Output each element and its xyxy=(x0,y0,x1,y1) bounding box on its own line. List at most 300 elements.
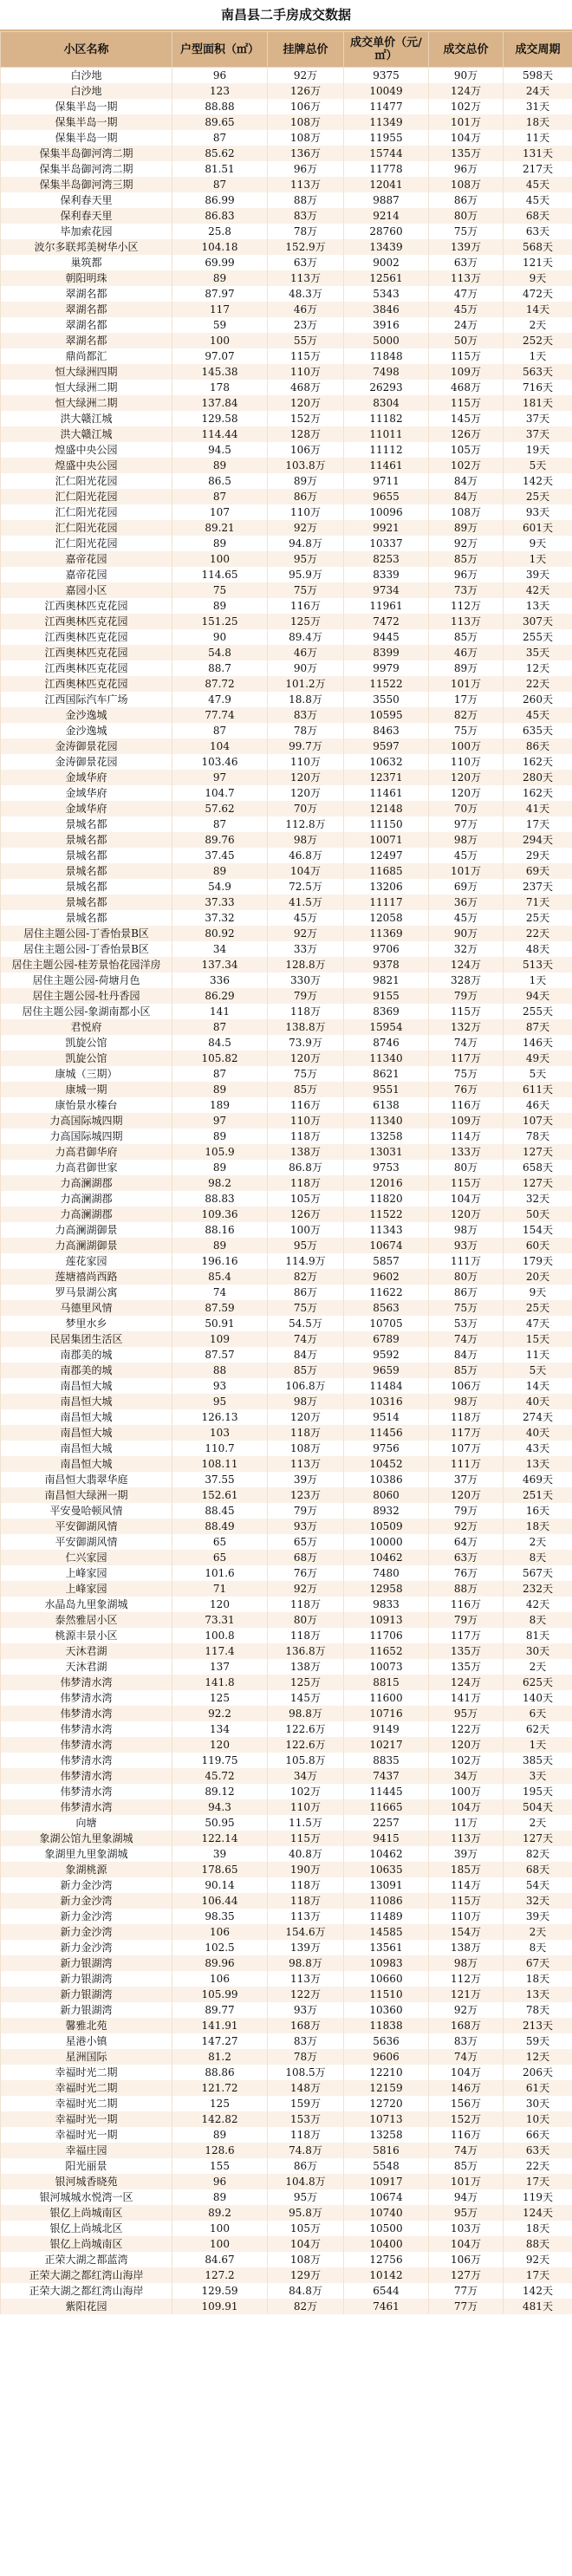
deal-price-cell: 32万 xyxy=(429,941,504,957)
listing-price-cell: 68万 xyxy=(268,1550,344,1565)
unit-area-cell: 89 xyxy=(172,536,268,551)
unit-area-cell: 98.35 xyxy=(172,1909,268,1924)
deal-cycle-cell: 82天 xyxy=(504,1846,572,1862)
deal-price-cell: 69万 xyxy=(429,879,504,894)
unit-price-cell: 10337 xyxy=(344,536,429,551)
deal-cycle-cell: 504天 xyxy=(504,1799,572,1815)
deal-price-cell: 101万 xyxy=(429,676,504,692)
table-row xyxy=(1,707,572,723)
table-row xyxy=(1,567,572,582)
deal-price-cell: 141万 xyxy=(429,1690,504,1706)
deal-cycle-cell: 107天 xyxy=(504,1113,572,1129)
unit-area-cell: 88.88 xyxy=(172,99,268,114)
deal-cycle-cell: 127天 xyxy=(504,1144,572,1160)
table-row xyxy=(1,1534,572,1550)
deal-cycle-cell: 469天 xyxy=(504,1472,572,1487)
listing-price-cell: 145万 xyxy=(268,1690,344,1706)
deal-cycle-cell: 294天 xyxy=(504,832,572,848)
deal-cycle-cell: 68天 xyxy=(504,208,572,224)
unit-area-cell: 155 xyxy=(172,2158,268,2174)
unit-area-cell: 151.25 xyxy=(172,614,268,629)
table-row xyxy=(1,1129,572,1144)
deal-price-cell: 124万 xyxy=(429,1675,504,1690)
listing-price-cell: 115万 xyxy=(268,1831,344,1846)
deal-cycle-cell: 8天 xyxy=(504,1940,572,1955)
listing-price-cell: 122万 xyxy=(268,1987,344,2002)
unit-price-cell: 9375 xyxy=(344,68,429,84)
deal-cycle-cell: 142天 xyxy=(504,473,572,489)
table-row xyxy=(1,723,572,738)
community-name-cell: 金域华府 xyxy=(1,785,172,801)
listing-price-cell: 63万 xyxy=(268,255,344,270)
listing-price-cell: 110万 xyxy=(268,364,344,380)
deal-cycle-cell: 86天 xyxy=(504,738,572,754)
deal-price-cell: 105万 xyxy=(429,442,504,458)
deal-price-cell: 63万 xyxy=(429,1550,504,1565)
table-row xyxy=(1,1550,572,1565)
unit-price-cell: 10660 xyxy=(344,1971,429,1987)
deal-cycle-cell: 658天 xyxy=(504,1160,572,1175)
unit-area-cell: 89.65 xyxy=(172,114,268,130)
deal-price-cell: 102万 xyxy=(429,99,504,114)
unit-price-cell: 10983 xyxy=(344,1955,429,1971)
deal-cycle-cell: 47天 xyxy=(504,1316,572,1331)
table-row xyxy=(1,1643,572,1659)
deal-cycle-cell: 14天 xyxy=(504,302,572,317)
community-name-cell: 洪大赣江城 xyxy=(1,426,172,442)
deal-price-cell: 104万 xyxy=(429,130,504,146)
unit-area-cell: 110.7 xyxy=(172,1441,268,1456)
table-row xyxy=(1,629,572,645)
community-name-cell: 翠湖名都 xyxy=(1,333,172,348)
unit-area-cell: 74 xyxy=(172,1285,268,1300)
unit-area-cell: 87 xyxy=(172,130,268,146)
community-name-cell: 君悦府 xyxy=(1,1019,172,1035)
listing-price-cell: 116万 xyxy=(268,598,344,614)
community-name-cell: 伟梦清水湾 xyxy=(1,1768,172,1784)
table-row xyxy=(1,582,572,598)
unit-area-cell: 89 xyxy=(172,458,268,473)
deal-price-cell: 117万 xyxy=(429,1425,504,1441)
community-name-cell: 桃源丰景小区 xyxy=(1,1628,172,1643)
community-name-cell: 莲塘禧尚西路 xyxy=(1,1269,172,1285)
deal-price-cell: 116万 xyxy=(429,1597,504,1612)
unit-price-cell: 7461 xyxy=(344,2299,429,2314)
unit-price-cell: 7498 xyxy=(344,364,429,380)
unit-area-cell: 88 xyxy=(172,1363,268,1378)
listing-price-cell: 105万 xyxy=(268,2221,344,2236)
table-row xyxy=(1,785,572,801)
unit-area-cell: 89.96 xyxy=(172,1955,268,1971)
deal-cycle-cell: 237天 xyxy=(504,879,572,894)
unit-price-cell: 11510 xyxy=(344,1987,429,2002)
deal-price-cell: 76万 xyxy=(429,1565,504,1581)
listing-price-cell: 104.8万 xyxy=(268,2174,344,2189)
listing-price-cell: 99.7万 xyxy=(268,738,344,754)
unit-area-cell: 189 xyxy=(172,1097,268,1113)
unit-area-cell: 119.75 xyxy=(172,1753,268,1768)
listing-price-cell: 138.8万 xyxy=(268,1019,344,1035)
deal-price-cell: 92万 xyxy=(429,536,504,551)
deal-cycle-cell: 46天 xyxy=(504,1097,572,1113)
unit-area-cell: 100 xyxy=(172,551,268,567)
table-row xyxy=(1,2283,572,2299)
listing-price-cell: 76万 xyxy=(268,1565,344,1581)
deal-price-cell: 102万 xyxy=(429,458,504,473)
listing-price-cell: 101.2万 xyxy=(268,676,344,692)
deal-cycle-cell: 1天 xyxy=(504,551,572,567)
table-row xyxy=(1,1175,572,1191)
community-name-cell: 伟梦清水湾 xyxy=(1,1690,172,1706)
community-name-cell: 力高澜湖御景 xyxy=(1,1222,172,1238)
table-row xyxy=(1,302,572,317)
header-row xyxy=(1,32,572,68)
deal-price-cell: 107万 xyxy=(429,1441,504,1456)
unit-price-cell: 3846 xyxy=(344,302,429,317)
community-name-cell: 江西国际汽车广场 xyxy=(1,692,172,707)
listing-price-cell: 118万 xyxy=(268,1175,344,1191)
deal-price-cell: 113万 xyxy=(429,270,504,286)
table-row xyxy=(1,536,572,551)
unit-area-cell: 89 xyxy=(172,2127,268,2143)
unit-price-cell: 11961 xyxy=(344,598,429,614)
table-row xyxy=(1,2221,572,2236)
unit-area-cell: 54.9 xyxy=(172,879,268,894)
table-row xyxy=(1,83,572,99)
deal-price-cell: 94万 xyxy=(429,2189,504,2205)
unit-price-cell: 10142 xyxy=(344,2267,429,2283)
listing-price-cell: 110万 xyxy=(268,504,344,520)
deal-cycle-cell: 6天 xyxy=(504,1706,572,1721)
unit-area-cell: 128.6 xyxy=(172,2143,268,2158)
listing-price-cell: 120万 xyxy=(268,1409,344,1425)
table-row xyxy=(1,286,572,302)
deal-cycle-cell: 385天 xyxy=(504,1753,572,1768)
deal-cycle-cell: 131天 xyxy=(504,146,572,161)
community-name-cell: 金涛御景花园 xyxy=(1,738,172,754)
deal-cycle-cell: 12天 xyxy=(504,660,572,676)
unit-area-cell: 89 xyxy=(172,863,268,879)
community-name-cell: 江西奥林匹克花园 xyxy=(1,614,172,629)
deal-cycle-cell: 260天 xyxy=(504,692,572,707)
listing-price-cell: 104万 xyxy=(268,2236,344,2252)
deal-price-cell: 120万 xyxy=(429,785,504,801)
listing-price-cell: 108万 xyxy=(268,114,344,130)
listing-price-cell: 108万 xyxy=(268,130,344,146)
unit-price-cell: 9887 xyxy=(344,192,429,208)
table-row xyxy=(1,99,572,114)
deal-cycle-cell: 17天 xyxy=(504,2174,572,2189)
listing-price-cell: 78万 xyxy=(268,2049,344,2065)
unit-price-cell: 11838 xyxy=(344,2018,429,2033)
listing-price-cell: 113万 xyxy=(268,1909,344,1924)
deal-price-cell: 135万 xyxy=(429,1643,504,1659)
unit-area-cell: 100.8 xyxy=(172,1628,268,1643)
deal-cycle-cell: 274天 xyxy=(504,1409,572,1425)
deal-cycle-cell: 22天 xyxy=(504,926,572,941)
unit-price-cell: 9597 xyxy=(344,738,429,754)
deal-price-cell: 98万 xyxy=(429,1955,504,1971)
unit-price-cell: 7480 xyxy=(344,1565,429,1581)
deal-price-cell: 115万 xyxy=(429,348,504,364)
unit-price-cell: 9659 xyxy=(344,1363,429,1378)
unit-price-cell: 11522 xyxy=(344,1207,429,1222)
unit-area-cell: 98.2 xyxy=(172,1175,268,1191)
table-row xyxy=(1,1160,572,1175)
unit-area-cell: 96 xyxy=(172,68,268,84)
unit-price-cell: 8746 xyxy=(344,1035,429,1051)
unit-price-cell: 15744 xyxy=(344,146,429,161)
deal-cycle-cell: 140天 xyxy=(504,1690,572,1706)
header-deal-price: 成交总价 xyxy=(429,32,504,68)
deal-price-cell: 73万 xyxy=(429,582,504,598)
deal-cycle-cell: 17天 xyxy=(504,2267,572,2283)
deal-price-cell: 34万 xyxy=(429,1768,504,1784)
unit-price-cell: 11369 xyxy=(344,926,429,941)
deal-cycle-cell: 37天 xyxy=(504,426,572,442)
unit-price-cell: 9149 xyxy=(344,1721,429,1737)
community-name-cell: 南昌恒大城 xyxy=(1,1425,172,1441)
deal-cycle-cell: 162天 xyxy=(504,785,572,801)
table-row xyxy=(1,1924,572,1940)
unit-price-cell: 13031 xyxy=(344,1144,429,1160)
listing-price-cell: 46万 xyxy=(268,302,344,317)
deal-price-cell: 104万 xyxy=(429,2065,504,2080)
deal-cycle-cell: 716天 xyxy=(504,380,572,395)
unit-area-cell: 85.62 xyxy=(172,146,268,161)
table-row xyxy=(1,224,572,239)
table-row xyxy=(1,1612,572,1628)
deal-price-cell: 111万 xyxy=(429,1253,504,1269)
deal-price-cell: 116万 xyxy=(429,1097,504,1113)
unit-price-cell: 12210 xyxy=(344,2065,429,2080)
deal-cycle-cell: 252天 xyxy=(504,333,572,348)
listing-price-cell: 116万 xyxy=(268,1097,344,1113)
community-name-cell: 保利春天里 xyxy=(1,208,172,224)
unit-area-cell: 93 xyxy=(172,1378,268,1394)
deal-price-cell: 115万 xyxy=(429,1004,504,1019)
listing-price-cell: 90万 xyxy=(268,660,344,676)
deal-price-cell: 79万 xyxy=(429,1503,504,1519)
deal-price-cell: 110万 xyxy=(429,1909,504,1924)
community-name-cell: 汇仁阳光花园 xyxy=(1,504,172,520)
table-row xyxy=(1,801,572,816)
deal-cycle-cell: 513天 xyxy=(504,957,572,973)
table-row xyxy=(1,1659,572,1675)
community-name-cell: 保集半岛一期 xyxy=(1,114,172,130)
community-name-cell: 南昌恒大城 xyxy=(1,1409,172,1425)
deal-cycle-cell: 13天 xyxy=(504,1987,572,2002)
listing-price-cell: 123万 xyxy=(268,1487,344,1503)
unit-price-cell: 13439 xyxy=(344,239,429,255)
table-row xyxy=(1,1066,572,1082)
table-row xyxy=(1,1893,572,1909)
deal-cycle-cell: 2天 xyxy=(504,1815,572,1831)
deal-cycle-cell: 32天 xyxy=(504,1191,572,1207)
deal-price-cell: 70万 xyxy=(429,801,504,816)
deal-cycle-cell: 568天 xyxy=(504,239,572,255)
listing-price-cell: 106.8万 xyxy=(268,1378,344,1394)
unit-area-cell: 106 xyxy=(172,1924,268,1940)
deal-cycle-cell: 15天 xyxy=(504,1331,572,1347)
deal-cycle-cell: 32天 xyxy=(504,1893,572,1909)
unit-price-cell: 12159 xyxy=(344,2080,429,2096)
table-row xyxy=(1,1753,572,1768)
unit-area-cell: 95 xyxy=(172,1394,268,1409)
unit-area-cell: 121.72 xyxy=(172,2080,268,2096)
unit-price-cell: 11685 xyxy=(344,863,429,879)
unit-area-cell: 37.33 xyxy=(172,894,268,910)
deal-cycle-cell: 1天 xyxy=(504,1737,572,1753)
table-row xyxy=(1,1316,572,1331)
deal-cycle-cell: 42天 xyxy=(504,1597,572,1612)
transaction-table xyxy=(0,31,572,2314)
deal-cycle-cell: 142天 xyxy=(504,2283,572,2299)
deal-price-cell: 100万 xyxy=(429,738,504,754)
unit-area-cell: 77.74 xyxy=(172,707,268,723)
unit-price-cell: 13561 xyxy=(344,1940,429,1955)
deal-cycle-cell: 45天 xyxy=(504,177,572,192)
deal-price-cell: 17万 xyxy=(429,692,504,707)
unit-area-cell: 87 xyxy=(172,1019,268,1035)
unit-price-cell: 10000 xyxy=(344,1534,429,1550)
deal-price-cell: 468万 xyxy=(429,380,504,395)
unit-price-cell: 10360 xyxy=(344,2002,429,2018)
unit-area-cell: 88.45 xyxy=(172,1503,268,1519)
deal-price-cell: 111万 xyxy=(429,1456,504,1472)
unit-area-cell: 134 xyxy=(172,1721,268,1737)
table-row xyxy=(1,520,572,536)
table-row xyxy=(1,926,572,941)
deal-price-cell: 98万 xyxy=(429,1394,504,1409)
listing-price-cell: 118万 xyxy=(268,1425,344,1441)
table-row xyxy=(1,1846,572,1862)
unit-price-cell: 28760 xyxy=(344,224,429,239)
deal-cycle-cell: 59天 xyxy=(504,2033,572,2049)
deal-price-cell: 156万 xyxy=(429,2096,504,2111)
deal-price-cell: 11万 xyxy=(429,1815,504,1831)
deal-price-cell: 124万 xyxy=(429,83,504,99)
unit-price-cell: 11778 xyxy=(344,161,429,177)
unit-price-cell: 9445 xyxy=(344,629,429,645)
unit-area-cell: 141 xyxy=(172,1004,268,1019)
deal-price-cell: 82万 xyxy=(429,707,504,723)
community-name-cell: 凯旋公馆 xyxy=(1,1035,172,1051)
unit-area-cell: 125 xyxy=(172,1690,268,1706)
listing-price-cell: 83万 xyxy=(268,707,344,723)
unit-price-cell: 9551 xyxy=(344,1082,429,1097)
unit-price-cell: 9734 xyxy=(344,582,429,598)
listing-price-cell: 89.4万 xyxy=(268,629,344,645)
community-name-cell: 洪大赣江城 xyxy=(1,411,172,426)
deal-cycle-cell: 567天 xyxy=(504,1565,572,1581)
community-name-cell: 力高君御华府 xyxy=(1,1144,172,1160)
unit-price-cell: 8932 xyxy=(344,1503,429,1519)
deal-price-cell: 74万 xyxy=(429,2049,504,2065)
deal-cycle-cell: 2天 xyxy=(504,1659,572,1675)
table-row xyxy=(1,2236,572,2252)
deal-price-cell: 76万 xyxy=(429,1082,504,1097)
deal-cycle-cell: 121天 xyxy=(504,255,572,270)
deal-cycle-cell: 127天 xyxy=(504,1831,572,1846)
community-name-cell: 江西奥林匹克花园 xyxy=(1,645,172,660)
listing-price-cell: 70万 xyxy=(268,801,344,816)
deal-price-cell: 80万 xyxy=(429,208,504,224)
deal-price-cell: 185万 xyxy=(429,1862,504,1877)
unit-price-cell: 11343 xyxy=(344,1222,429,1238)
table-row xyxy=(1,614,572,629)
table-row xyxy=(1,1331,572,1347)
community-name-cell: 康城一期 xyxy=(1,1082,172,1097)
community-name-cell: 伟梦清水湾 xyxy=(1,1721,172,1737)
unit-price-cell: 10705 xyxy=(344,1316,429,1331)
listing-price-cell: 96万 xyxy=(268,161,344,177)
unit-price-cell: 13206 xyxy=(344,879,429,894)
listing-price-cell: 75万 xyxy=(268,582,344,598)
table-row xyxy=(1,863,572,879)
listing-price-cell: 11.5万 xyxy=(268,1815,344,1831)
deal-price-cell: 118万 xyxy=(429,1409,504,1425)
table-row xyxy=(1,645,572,660)
deal-price-cell: 109万 xyxy=(429,364,504,380)
unit-price-cell: 12148 xyxy=(344,801,429,816)
community-name-cell: 保集半岛御河湾二期 xyxy=(1,161,172,177)
listing-price-cell: 104万 xyxy=(268,863,344,879)
listing-price-cell: 82万 xyxy=(268,2299,344,2314)
listing-price-cell: 129万 xyxy=(268,2267,344,2283)
deal-cycle-cell: 30天 xyxy=(504,1643,572,1659)
community-name-cell: 银亿上尚城北区 xyxy=(1,2221,172,2236)
table-row xyxy=(1,2127,572,2143)
unit-price-cell: 10674 xyxy=(344,1238,429,1253)
unit-price-cell: 11477 xyxy=(344,99,429,114)
table-row xyxy=(1,192,572,208)
deal-cycle-cell: 2天 xyxy=(504,1924,572,1940)
table-row xyxy=(1,1706,572,1721)
deal-cycle-cell: 5天 xyxy=(504,1363,572,1378)
listing-price-cell: 125万 xyxy=(268,614,344,629)
deal-cycle-cell: 10天 xyxy=(504,2111,572,2127)
listing-price-cell: 74.8万 xyxy=(268,2143,344,2158)
deal-cycle-cell: 154天 xyxy=(504,1222,572,1238)
unit-area-cell: 65 xyxy=(172,1550,268,1565)
community-name-cell: 江西奥林匹克花园 xyxy=(1,660,172,676)
table-row xyxy=(1,1441,572,1456)
listing-price-cell: 34万 xyxy=(268,1768,344,1784)
unit-area-cell: 105.9 xyxy=(172,1144,268,1160)
unit-area-cell: 47.9 xyxy=(172,692,268,707)
unit-area-cell: 94.5 xyxy=(172,442,268,458)
unit-price-cell: 9606 xyxy=(344,2049,429,2065)
listing-price-cell: 118万 xyxy=(268,1004,344,1019)
listing-price-cell: 136万 xyxy=(268,146,344,161)
community-name-cell: 幸福时光二期 xyxy=(1,2080,172,2096)
unit-area-cell: 178.65 xyxy=(172,1862,268,1877)
deal-price-cell: 47万 xyxy=(429,286,504,302)
unit-area-cell: 120 xyxy=(172,1597,268,1612)
deal-price-cell: 120万 xyxy=(429,770,504,785)
listing-price-cell: 113万 xyxy=(268,1456,344,1472)
unit-area-cell: 84.67 xyxy=(172,2252,268,2267)
listing-price-cell: 85万 xyxy=(268,1082,344,1097)
community-name-cell: 伟梦清水湾 xyxy=(1,1706,172,1721)
deal-cycle-cell: 54天 xyxy=(504,1877,572,1893)
listing-price-cell: 136.8万 xyxy=(268,1643,344,1659)
unit-area-cell: 34 xyxy=(172,941,268,957)
table-row xyxy=(1,1581,572,1597)
listing-price-cell: 138万 xyxy=(268,1144,344,1160)
deal-cycle-cell: 61天 xyxy=(504,2080,572,2096)
